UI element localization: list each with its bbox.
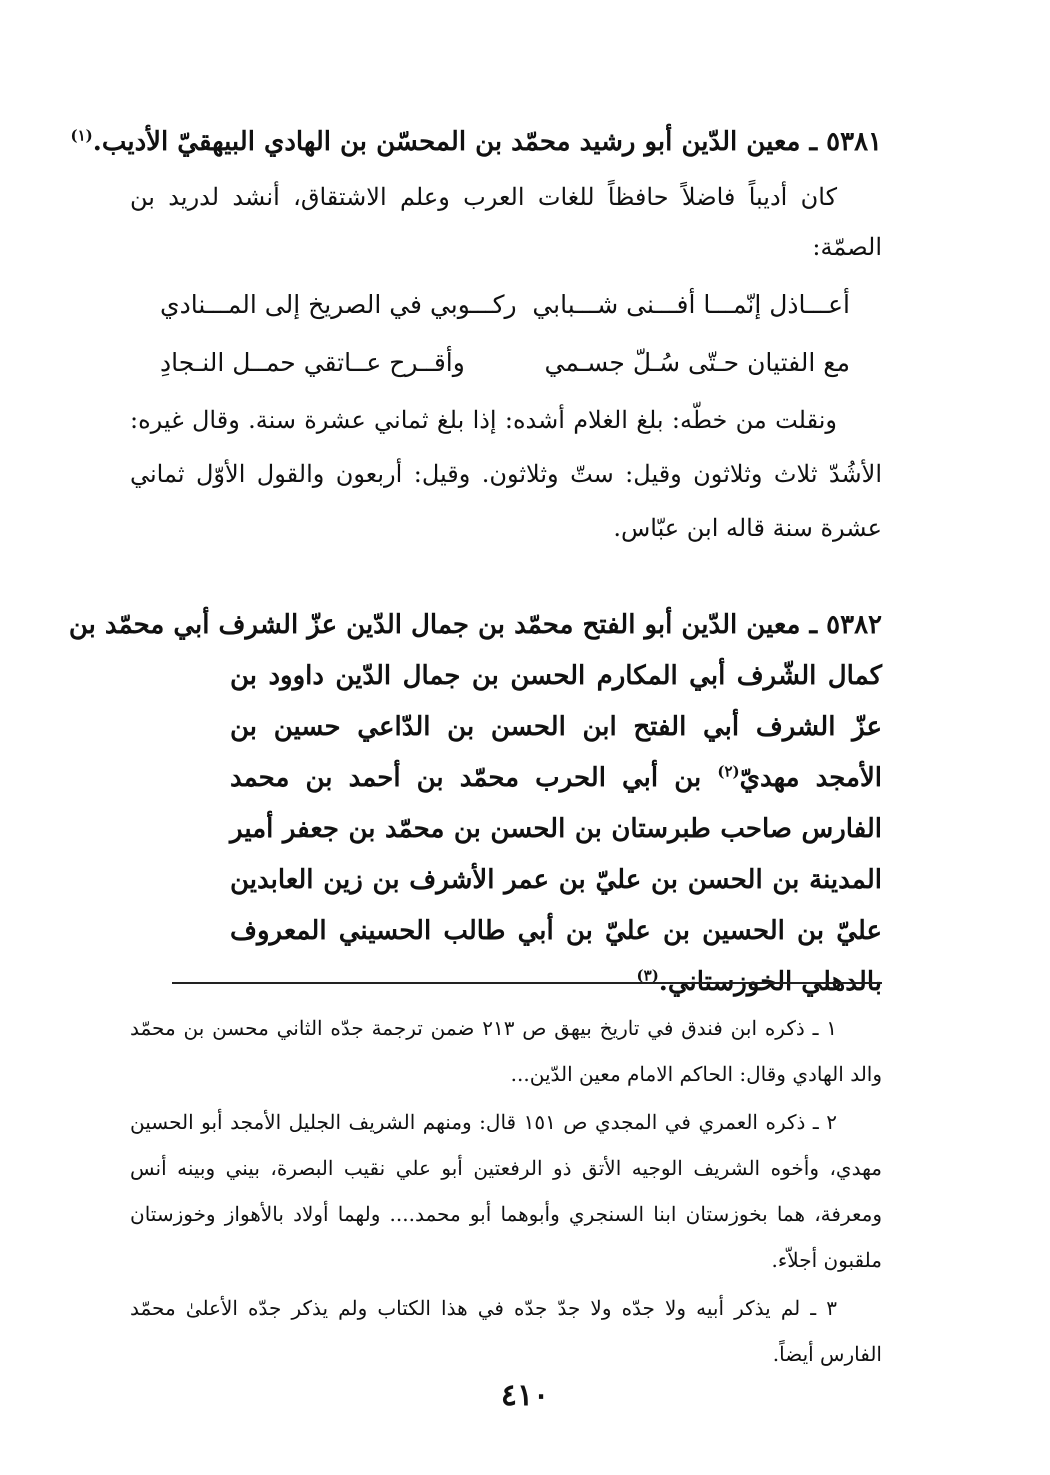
entry-5382-lineage [230, 651, 882, 1008]
entry-5381-note: ونقلت من خطّه: بلغ الغلام أشده: إذا بلغ ثماني عشرة سنة. وقال غيره: الأشُدّ ثلاث وثلاثون وقيل: ستّ وثلاثون. وقيل: أربعون والقول الأوّل ثماني عشرة سنة قاله ابن عبّاس. [130, 406, 882, 542]
verse-1-second-hemistich: ركـــوبي في الصريخ إلى المـــنادي [160, 290, 517, 319]
entry-5382-lineage-part-2: بن أبي الحرب محمّد بن أحمد بن محمد الفارس صاحب طبرستان بن الحسن بن محمّد بن جعفر أمير المدينة بن الحسن بن عليّ بن عمر الأشرف بن زين العابدين عليّ بن الحسين بن عليّ بن أبي طالب الحسيني المعروف بالدهلي الخوزستاني. [230, 763, 882, 997]
footnote-ref-3: (٣) [636, 966, 659, 985]
page-number: ٤١٠ [500, 1378, 550, 1413]
entry-5381-heading-text: ٥٣٨١ ـ معين الدّين أبو رشيد محمّد بن المحسّن بن الهادي البيهقيّ الأديب. [92, 127, 882, 157]
entry-5381-heading [70, 120, 882, 164]
footnote-divider [172, 982, 882, 984]
verse-2-first-hemistich: مع الفتيان حـتّى سُـلّ جسـمي [544, 348, 850, 377]
footnote-ref-1: (١) [70, 126, 93, 145]
entry-5382 [68, 600, 883, 1008]
footnote-ref-2: (٢) [717, 762, 740, 781]
footnotes [130, 1005, 882, 1379]
entry-5381-body: كان أديباً فاضلاً حافظاً للغات العرب وعلم الاشتقاق، أنشد لدريد بن الصمّة: [130, 183, 882, 261]
verse-line-2 [160, 338, 850, 388]
verse-2-second-hemistich: وأقــرح عــاتقي حمــل النـجادِ [160, 348, 465, 377]
verse-line-1 [160, 280, 850, 330]
footnote-2: ٢ ـ ذكره العمري في المجدي ص ١٥١ قال: ومنهم الشريف الجليل الأمجد أبو الحسين مهدي، وأخوه الشريف الوجيه الأتق ذو الرفعتين أبو علي نقيب البصرة، بيني وبينه أنس ومعرفة، هما بخوزستان ابنا السنجري وأبوهما أبو محمد.... ولهما أولاد بالأهواز وخوزستان ملقبون أجلاّء. [130, 1110, 882, 1272]
entry-5382-first-line: ٥٣٨٢ ـ معين الدّين أبو الفتح محمّد بن جمال الدّين عزّ الشرف أبي محمّد بن [68, 610, 882, 640]
verse-1-first-hemistich: أعـــاذل إنّمـــا أفـــنى شـــبابي [532, 290, 850, 319]
footnote-3: ٣ ـ لم يذكر أبيه ولا جدّه ولا جدّ جدّه في هذا الكتاب ولم يذكر جدّه الأعلىٰ محمّد الفارس أيضاً. [130, 1296, 882, 1366]
footnote-1: ١ ـ ذكره ابن فندق في تاريخ بيهق ص ٢١٣ ضمن ترجمة جدّه الثاني محسن بن محمّد والد الهادي وقال: الحاكم الامام معين الدّين... [130, 1016, 882, 1086]
entry-5382-lineage-part-1: كمال الشّرف أبي المكارم الحسن بن جمال الدّين داوود بن عزّ الشرف أبي الفتح ابن الحسن بن الدّاعي حسين بن الأمجد مهديّ [230, 661, 883, 793]
